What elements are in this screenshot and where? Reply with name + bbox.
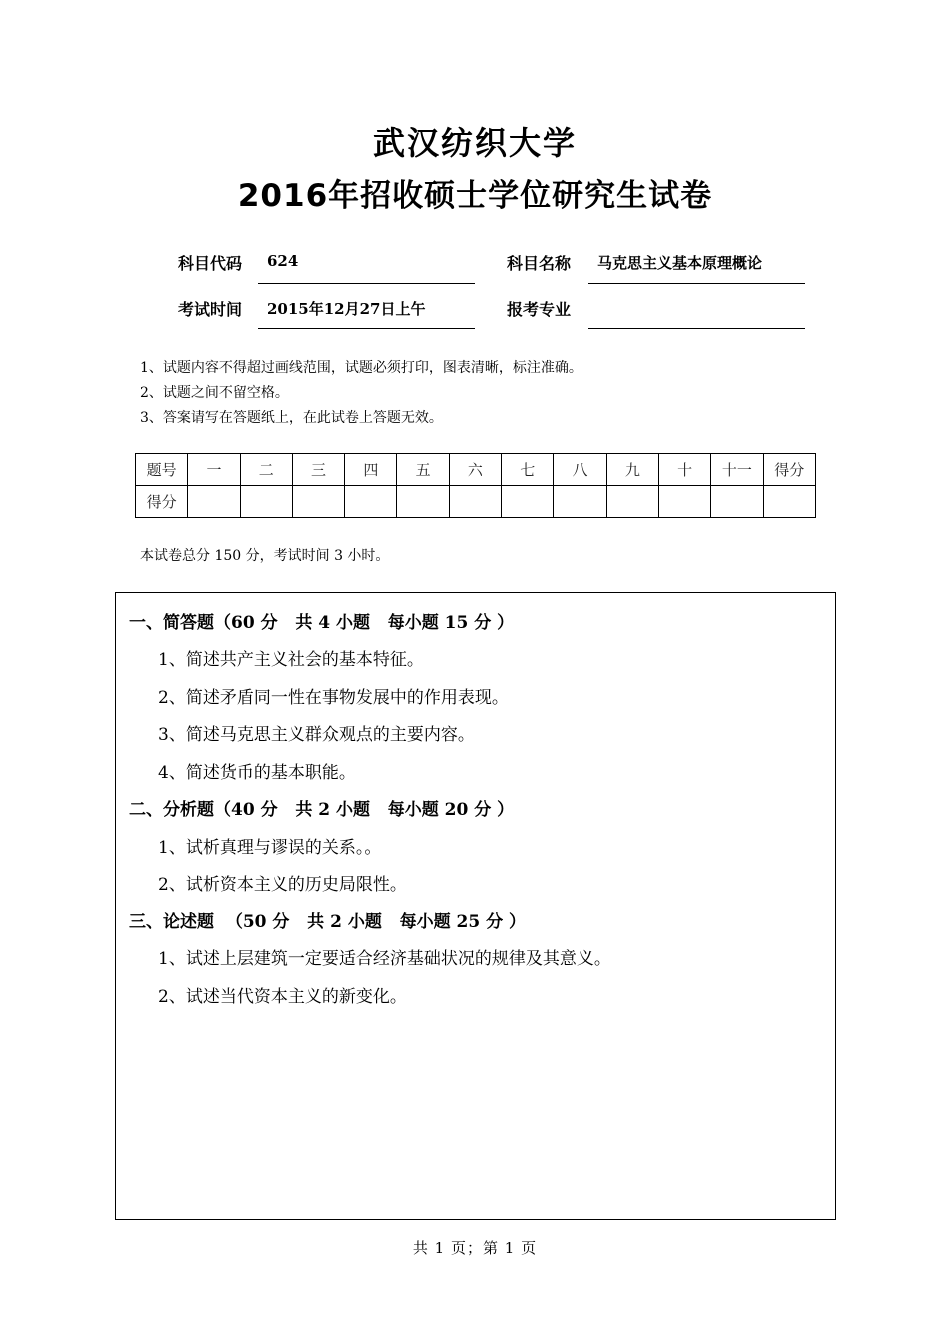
exam-time-underline xyxy=(258,328,475,329)
note-2: 2、试题之间不留空格。 xyxy=(140,385,289,401)
row-label-score: 得分 xyxy=(136,486,188,518)
question-item: 1、简述共产主义社会的基本特征。 xyxy=(158,650,424,670)
subject-name-value: 马克思主义基本原理概论 xyxy=(597,254,763,272)
exam-time-value: 2015年12月27日上午 xyxy=(267,300,426,318)
question-item: 1、试述上层建筑一定要适合经济基础状况的规律及其意义。 xyxy=(158,949,611,969)
score-table xyxy=(135,453,816,518)
column-header-11: 十一 xyxy=(711,454,763,486)
column-header-4: 四 xyxy=(345,454,397,486)
column-header-8: 八 xyxy=(554,454,606,486)
column-header-9: 九 xyxy=(606,454,658,486)
column-header-3: 三 xyxy=(292,454,344,486)
question-item: 3、简述马克思主义群众观点的主要内容。 xyxy=(158,725,475,745)
total-score-note: 本试卷总分 150 分，考试时间 3 小时。 xyxy=(140,548,390,564)
exam-time-label: 考试时间 xyxy=(178,300,243,319)
score-cell xyxy=(345,486,397,518)
score-cell xyxy=(240,486,292,518)
column-header-1: 一 xyxy=(188,454,240,486)
column-header-6: 六 xyxy=(449,454,501,486)
question-item: 2、简述矛盾同一性在事物发展中的作用表现。 xyxy=(158,688,509,708)
column-header-total: 得分 xyxy=(763,454,815,486)
question-item: 2、试析资本主义的历史局限性。 xyxy=(158,875,407,895)
score-cell xyxy=(397,486,449,518)
section-heading-analysis: 二、分析题（40 分 共 2 小题 每小题 20 分 ） xyxy=(129,800,515,820)
score-cell xyxy=(763,486,815,518)
question-item: 2、试述当代资本主义的新变化。 xyxy=(158,987,407,1007)
subject-code-underline xyxy=(258,283,475,284)
column-header-7: 七 xyxy=(502,454,554,486)
section-heading-essay: 三、论述题 （50 分 共 2 小题 每小题 25 分 ） xyxy=(129,912,527,932)
score-cell xyxy=(449,486,501,518)
subject-name-underline xyxy=(588,283,805,284)
column-header-10: 十 xyxy=(658,454,710,486)
school-title: 武汉纺织大学 xyxy=(372,124,577,162)
score-cell xyxy=(606,486,658,518)
score-cell xyxy=(554,486,606,518)
question-item: 4、简述货币的基本职能。 xyxy=(158,763,356,783)
page-footer: 共 1 页；第 1 页 xyxy=(412,1239,538,1257)
column-header-2: 二 xyxy=(240,454,292,486)
note-3: 3、答案请写在答题纸上，在此试卷上答题无效。 xyxy=(140,410,443,426)
question-box xyxy=(115,592,836,1220)
score-cell xyxy=(292,486,344,518)
major-underline xyxy=(588,328,805,329)
subject-name-label: 科目名称 xyxy=(507,254,572,273)
row-label-question-number: 题号 xyxy=(136,454,188,486)
score-cell xyxy=(711,486,763,518)
score-cell xyxy=(188,486,240,518)
exam-title: 2016年招收硕士学位研究生试卷 xyxy=(237,178,713,214)
score-cell xyxy=(502,486,554,518)
note-1: 1、试题内容不得超过画线范围，试题必须打印，图表清晰，标注准确。 xyxy=(140,360,583,376)
question-number-row xyxy=(136,454,816,486)
section-heading-short-answer: 一、简答题（60 分 共 4 小题 每小题 15 分 ） xyxy=(129,613,515,633)
score-cell xyxy=(658,486,710,518)
major-label: 报考专业 xyxy=(507,300,572,319)
subject-code-label: 科目代码 xyxy=(178,254,243,273)
column-header-5: 五 xyxy=(397,454,449,486)
question-item: 1、试析真理与谬误的关系。。 xyxy=(158,838,382,858)
subject-code-value: 624 xyxy=(267,252,299,270)
score-row xyxy=(136,486,816,518)
